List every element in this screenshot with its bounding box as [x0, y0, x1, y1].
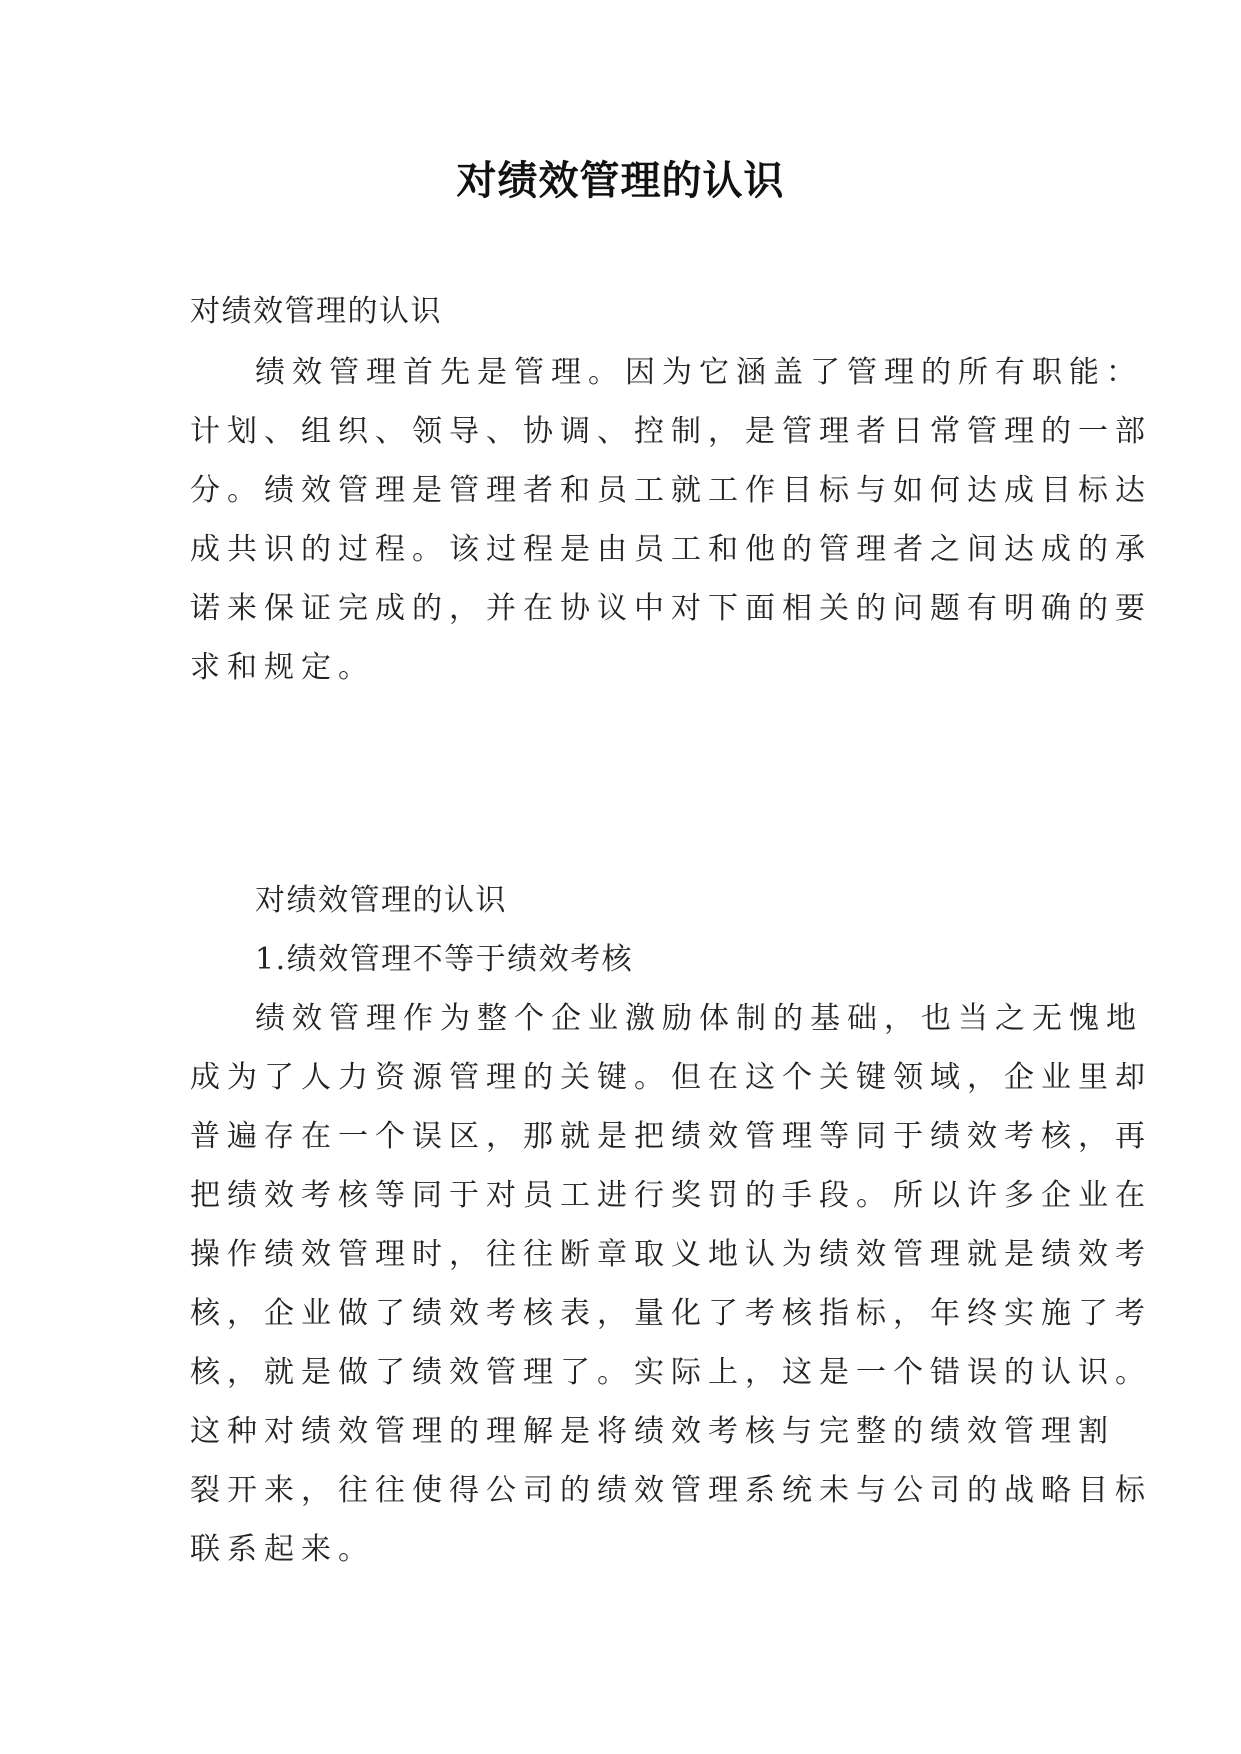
section2-line-10: 联系起来。 — [190, 1532, 375, 1567]
section2-line-1: 绩效管理作为整个企业激励体制的基础，也当之无愧地 — [255, 1001, 1143, 1036]
section2-line-6: 核，企业做了绩效考核表，量化了考核指标，年终实施了考 — [190, 1296, 1152, 1331]
section1-line-4: 成共识的过程。该过程是由员工和他的管理者之间达成的承 — [190, 532, 1152, 567]
section1-line-5: 诺来保证完成的，并在协议中对下面相关的问题有明确的要 — [190, 591, 1152, 626]
section1-line-1: 绩效管理首先是管理。因为它涵盖了管理的所有职能： — [255, 355, 1143, 390]
section2-line-2: 成为了人力资源管理的关键。但在这个关键领域，企业里却 — [190, 1060, 1152, 1095]
section2-subheading: 1.绩效管理不等于绩效考核 — [255, 942, 634, 977]
section2-line-8: 这种对绩效管理的理解是将绩效考核与完整的绩效管理割 — [190, 1414, 1115, 1449]
section1-line-6: 求和规定。 — [190, 650, 375, 685]
section2-heading: 对绩效管理的认识 — [255, 883, 507, 918]
section2-line-9: 裂开来，往往使得公司的绩效管理系统未与公司的战略目标 — [190, 1473, 1152, 1508]
section2-line-5: 操作绩效管理时，往往断章取义地认为绩效管理就是绩效考 — [190, 1237, 1152, 1272]
section2-line-3: 普遍存在一个误区，那就是把绩效管理等同于绩效考核，再 — [190, 1119, 1152, 1154]
document-title: 对绩效管理的认识 — [456, 157, 785, 204]
section1-line-3: 分。绩效管理是管理者和员工就工作目标与如何达成目标达 — [190, 473, 1152, 508]
section2-line-4: 把绩效考核等同于对员工进行奖罚的手段。所以许多企业在 — [190, 1178, 1152, 1213]
section2-line-7: 核，就是做了绩效管理了。实际上，这是一个错误的认识。 — [190, 1355, 1152, 1390]
section1-line-2: 计划、组织、领导、协调、控制，是管理者日常管理的一部 — [190, 414, 1152, 449]
section1-heading: 对绩效管理的认识 — [190, 294, 442, 329]
